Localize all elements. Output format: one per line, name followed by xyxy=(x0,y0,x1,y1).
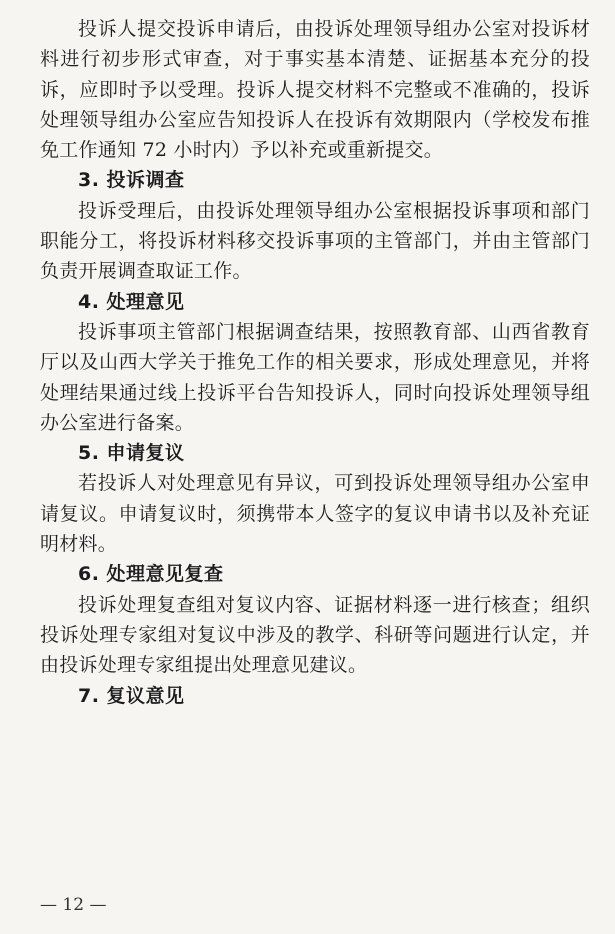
heading-handling-opinion: 4. 处理意见 xyxy=(78,290,185,313)
paragraph-handling-opinion: 投诉事项主管部门根据调查结果，按照教育部、山西省教育厅以及山西大学关于推免工作的相关要求，形成处理意见，并将处理结果通过线上投诉平台告知投诉人，同时向投诉处理领导组办公室进行备案。 xyxy=(40,320,590,434)
paragraph-apply-reconsideration: 若投诉人对处理意见有异议，可到投诉处理领导组办公室申请复议。申请复议时，须携带本人签字的复议申请书以及补充证明材料。 xyxy=(40,472,590,556)
paragraph-complaint-acceptance: 投诉人提交投诉申请后，由投诉处理领导组办公室对投诉材料进行初步形式审查，对于事实基本清楚、证据基本充分的投诉，应即时予以受理。投诉人提交材料不完整或不准确的，投诉处理领导组办公室应告知投诉人在投诉有效期限内（学校发布推免工作通知 72 小时内）予以补充或重新提交。 xyxy=(40,18,590,162)
paragraph-opinion-review: 投诉处理复查组对复议内容、证据材料逐一进行核查；组织投诉处理专家组对复议中涉及的教学、科研等问题进行认定，并由投诉处理专家组提出处理意见建议。 xyxy=(40,593,590,677)
heading-opinion-review: 6. 处理意见复查 xyxy=(78,563,224,586)
heading-reconsideration-opinion: 7. 复议意见 xyxy=(78,684,185,707)
page-number: — 12 — xyxy=(40,895,107,915)
document-page xyxy=(40,14,590,711)
heading-complaint-investigation: 3. 投诉调查 xyxy=(78,169,185,192)
paragraph-complaint-investigation: 投诉受理后，由投诉处理领导组办公室根据投诉事项和部门职能分工，将投诉材料移交投诉事项的主管部门，并由主管部门负责开展调查取证工作。 xyxy=(40,199,590,283)
heading-apply-reconsideration: 5. 申请复议 xyxy=(78,442,185,465)
